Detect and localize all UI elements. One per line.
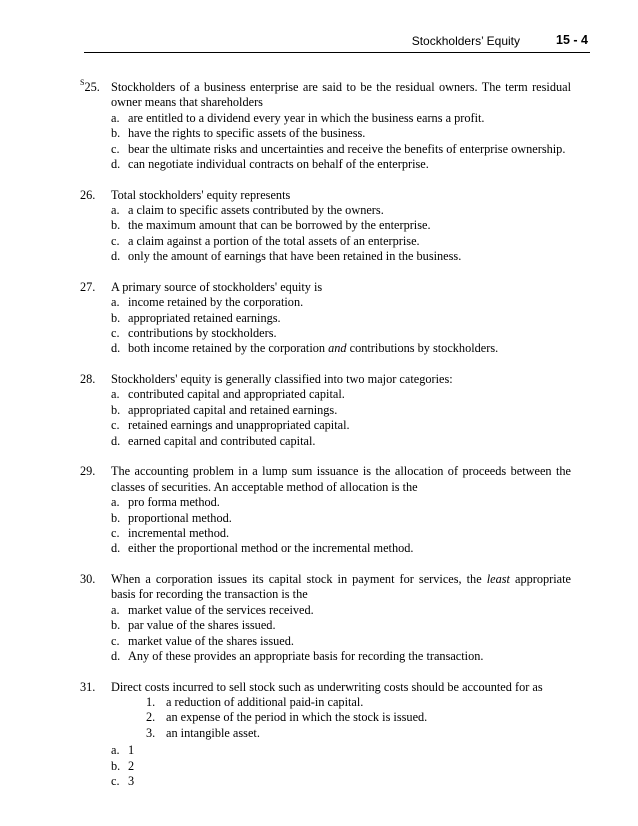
question-number: 31. [80,679,96,694]
option-d: d. either the proportional method or the incremental method. [111,541,414,556]
question-number: 30. [80,571,96,586]
option-a: a. market value of the services received. [111,602,314,617]
question-number: 27. [80,279,96,294]
question-stem: Total stockholders' equity represents [111,187,291,202]
item-1: 1. a reduction of additional paid-in capital. [146,694,364,709]
item-3: 3. an intangible asset. [146,725,260,740]
option-b: b. the maximum amount that can be borrowed by the enterprise. [111,218,431,233]
question-25 [0,77,638,172]
emphasis-least: least [486,571,510,586]
option-c: c. contributions by stockholders. [111,326,277,341]
option-a: a. pro forma method. [111,495,220,510]
question-stem: A primary source of stockholders' equity is [111,279,323,294]
question-28 [0,372,638,449]
option-d: d. both income retained by the corporation and contributions by stockholders. [111,341,499,356]
question-26 [0,188,638,265]
option-d: d. only the amount of earnings that have been retained in the business. [111,249,462,264]
option-b: b. proportional method. [111,510,232,525]
option-c: c. bear the ultimate risks and uncertainties and receive the benefits of enterprise ownership. [111,141,566,156]
question-number: $^S$25. [80,77,100,94]
emphasis-and: and [328,341,347,356]
option-b: b. appropriated capital and retained earnings. [111,402,338,417]
option-a: a. a claim to specific assets contributed by the owners. [111,203,384,218]
page-number: 15 - 4 [556,33,588,47]
question-stem: The accounting problem in a lump sum issuance is the allocation of proceeds between the classes of securities. An acceptable method of allocation is the [111,464,571,494]
question-stem: Stockholders of a business enterprise are said to be the residual owners. The term residual owner means that shareholders [111,80,571,110]
option-b: b. have the rights to specific assets of the business. [111,126,366,141]
option-b: b. appropriated retained earnings. [111,310,281,325]
question-31 [0,680,638,790]
option-c: c. incremental method. [111,525,230,540]
option-b: b. par value of the shares issued. [111,618,276,633]
item-2: 2. an expense of the period in which the stock is issued. [146,710,428,725]
chapter-title: Stockholders’ Equity [411,34,520,48]
option-a: a. 1 [111,743,135,758]
question-27 [0,280,638,357]
question-29 [0,464,638,556]
option-c: c. market value of the shares issued. [111,633,294,648]
option-d: d. earned capital and contributed capital. [111,433,316,448]
question-number: 28. [80,372,96,387]
option-a: a. income retained by the corporation. [111,295,304,310]
option-d: d. Any of these provides an appropriate basis for recording the transaction. [111,648,484,663]
page-header [84,30,590,53]
option-d: d. can negotiate individual contracts on behalf of the enterprise. [111,157,429,172]
option-a: a. contributed capital and appropriated capital. [111,387,345,402]
option-c: c. retained earnings and unappropriated capital. [111,418,350,433]
question-list [0,77,638,805]
question-stem: Stockholders' equity is generally classified into two major categories: [111,372,453,387]
option-c: c. a claim against a portion of the total assets of an enterprise. [111,233,420,248]
source-marker: S [80,77,85,87]
option-b: b. 2 [111,758,135,773]
question-30 [0,572,638,664]
option-c: c. 3 [111,773,135,788]
question-stem: Direct costs incurred to sell stock such as underwriting costs should be accounted for as [111,679,543,694]
question-number: 29. [80,464,96,479]
option-a: a. are entitled to a dividend every year in which the business earns a profit. [111,110,485,125]
question-number: 26. [80,187,96,202]
question-stem: When a corporation issues its capital stock in payment for services, the least appropriate basis for recording the transaction is the [111,571,571,602]
